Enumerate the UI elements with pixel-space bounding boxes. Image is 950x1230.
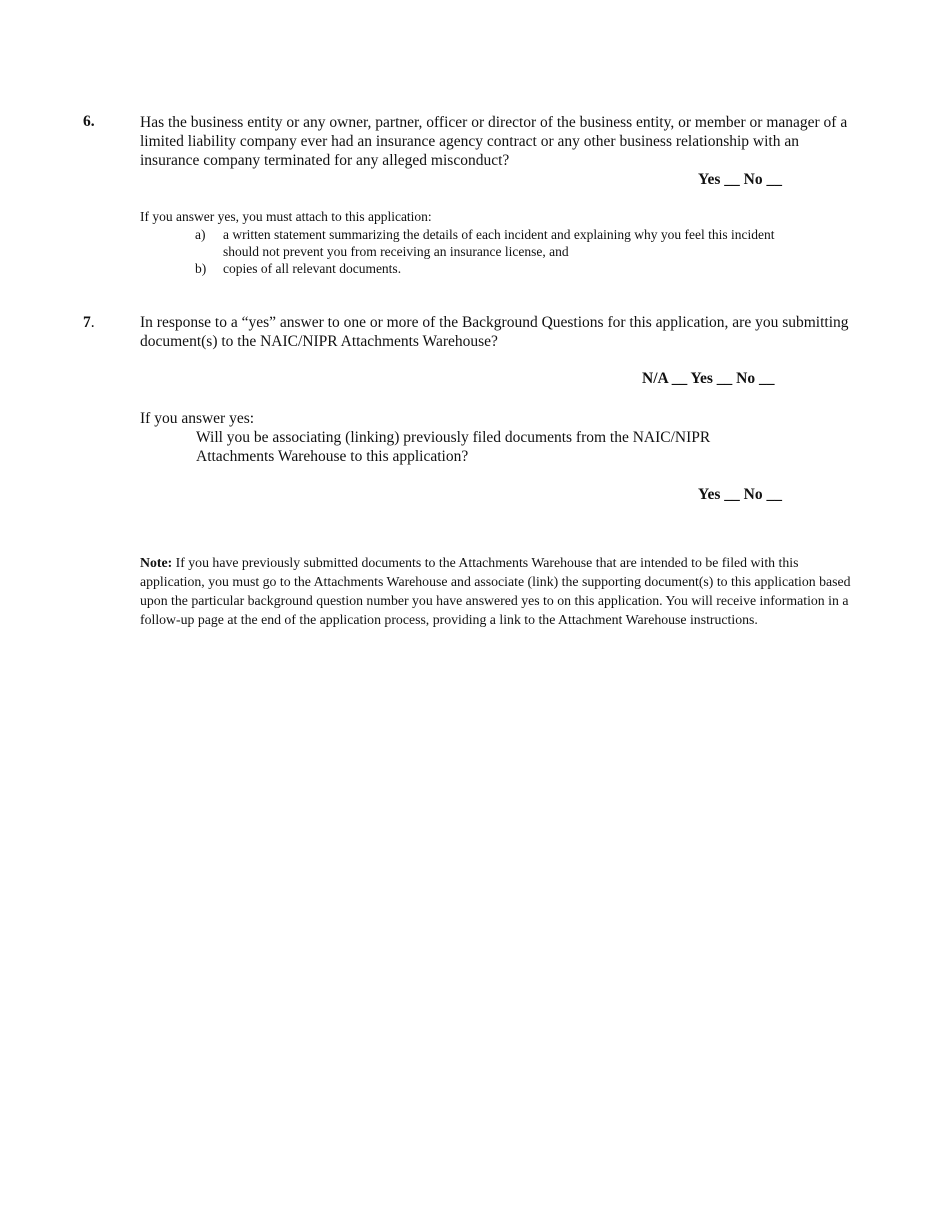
note-label: Note: (140, 555, 173, 570)
question-7-followup-intro: If you answer yes: (140, 410, 255, 427)
attach-item-b-marker: b) (195, 261, 207, 276)
question-6-answer: Yes __ No __ (698, 171, 782, 188)
question-7-number-digit: 7 (83, 314, 91, 331)
question-7-followup-text: Will you be associating (linking) previously filed documents from the NAIC/NIPR Attachments Warehouse to this application? (196, 429, 711, 465)
attach-item-a (195, 226, 795, 262)
question-6-attach-intro: If you answer yes, you must attach to this application: (140, 209, 432, 224)
note-text: If you have previously submitted documents to the Attachments Warehouse that are intended to be filed with this application, you must go to the Attachments Warehouse and associate (link) the supporting document(s) to this application based upon the particular background question number you have answered yes to on this application. You will receive information in a follow-up page at the end of the application process, providing a link to the Attachment Warehouse instructions. (140, 555, 851, 627)
question-7-number-suffix: . (90, 314, 95, 331)
question-7-number (83, 313, 95, 332)
question-6-text: Has the business entity or any owner, partner, officer or director of the business entity, or member or manager of a limited liability company ever had an insurance agency contract or any other business relationship with an insurance company terminated for any alleged misconduct? (140, 114, 848, 169)
attach-item-a-marker: a) (195, 227, 206, 242)
question-6-number: 6. (83, 113, 95, 130)
note-paragraph (140, 553, 858, 629)
question-7-answer: N/A __ Yes __ No __ (642, 370, 775, 387)
question-7-followup-answer: Yes __ No __ (698, 486, 782, 503)
question-7-text: In response to a “yes” answer to one or more of the Background Questions for this application, are you submitting document(s) to the NAIC/NIPR Attachments Warehouse? (140, 314, 849, 350)
attach-item-b (195, 260, 795, 278)
attach-item-b-text: copies of all relevant documents. (223, 261, 402, 276)
attach-item-a-text: a written statement summarizing the details of each incident and explaining why you feel this incident should not prevent you from receiving an insurance license, and (223, 227, 775, 259)
